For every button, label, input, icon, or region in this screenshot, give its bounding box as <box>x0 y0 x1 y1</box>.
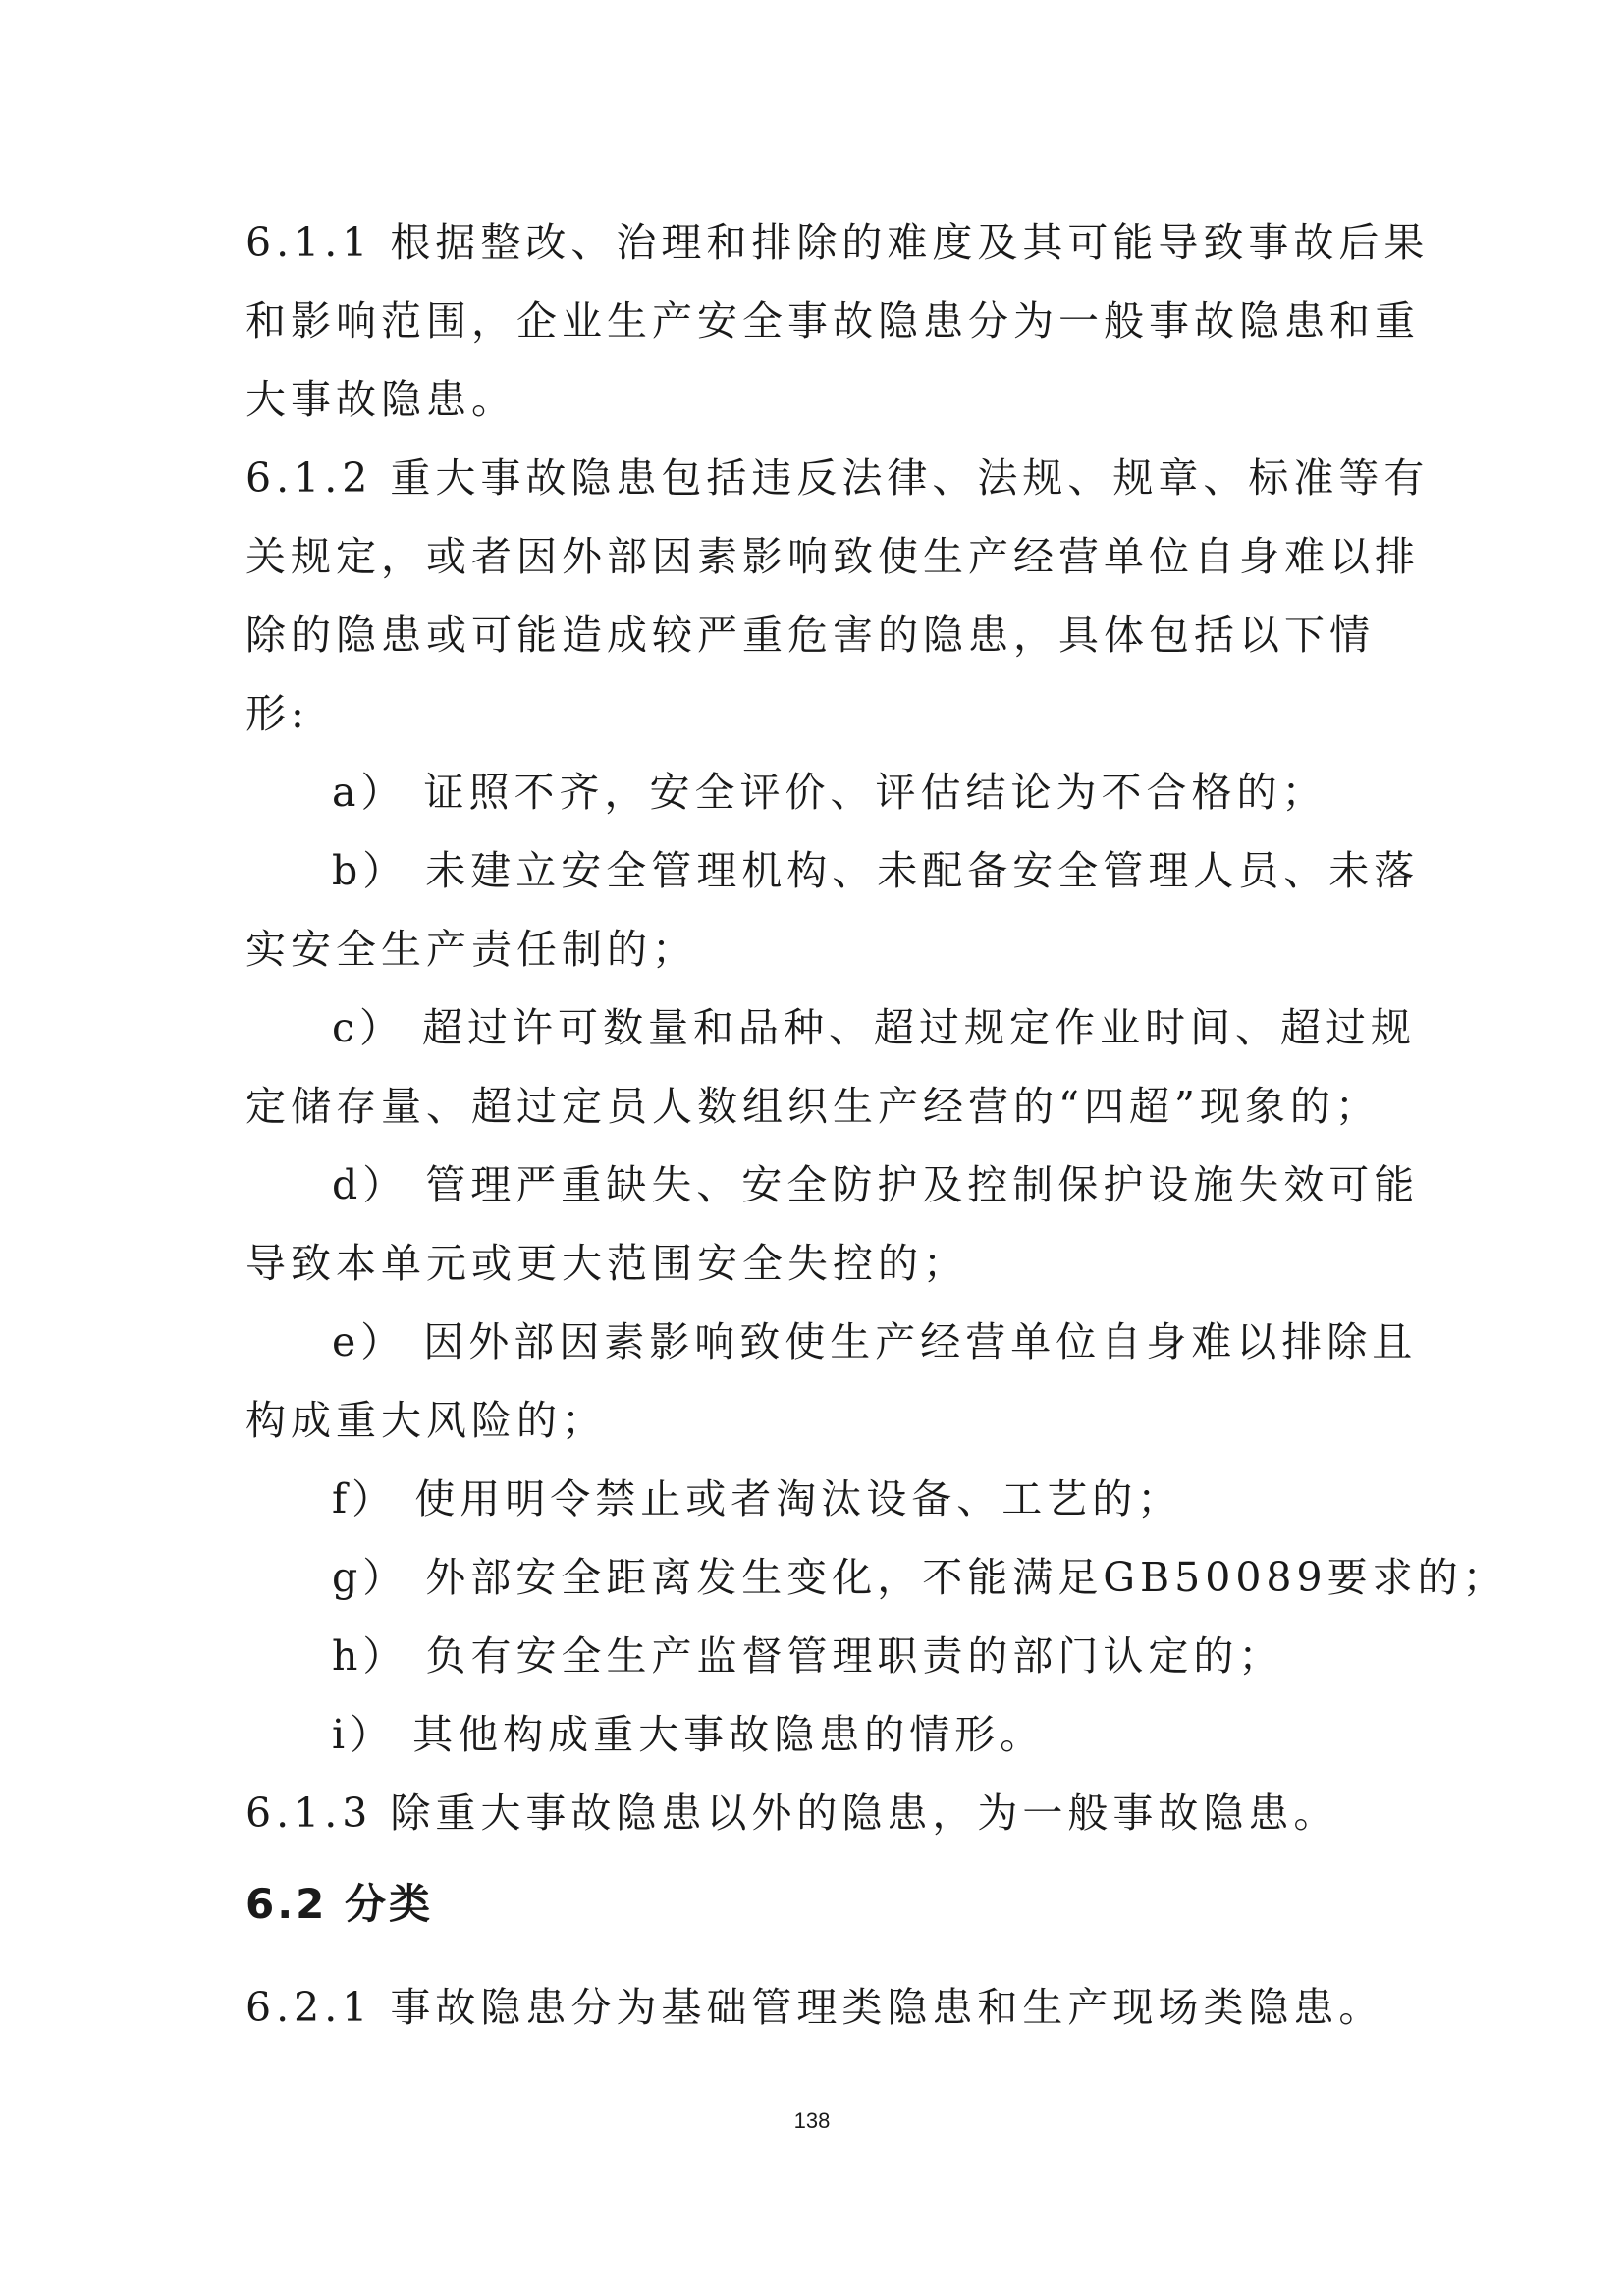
clause-6-1-1-line-2: 和影响范围，企业生产安全事故隐患分为一般事故隐患和重 <box>245 297 1420 345</box>
list-item-c-line-1: c） 超过许可数量和品种、超过规定作业时间、超过规 <box>332 1004 1416 1051</box>
list-item-a: a） 证照不齐，安全评价、评估结论为不合格的； <box>332 769 1327 816</box>
clause-6-1-1-line-3: 大事故隐患。 <box>245 376 516 423</box>
list-item-c-line-2: 定储存量、超过定员人数组织生产经营的“四超”现象的； <box>245 1083 1380 1130</box>
clause-6-1-2-line-4: 形: <box>245 690 309 737</box>
list-item-e-line-2: 构成重大风险的； <box>245 1397 607 1444</box>
list-item-d-line-1: d） 管理严重缺失、安全防护及控制保护设施失效可能 <box>332 1161 1420 1208</box>
clause-6-1-2-line-1: 6.1.2 重大事故隐患包括违反法律、法规、规章、标准等有 <box>245 454 1430 502</box>
clause-6-1-3: 6.1.3 除重大事故隐患以外的隐患，为一般事故隐患。 <box>245 1789 1339 1837</box>
list-item-e-line-1: e） 因外部因素影响致使生产经营单位自身难以排除且 <box>332 1318 1418 1365</box>
list-item-d-line-2: 导致本单元或更大范围安全失控的； <box>245 1240 968 1287</box>
page-number: 138 <box>793 2109 831 2133</box>
section-heading: 6.2 分类 <box>245 1880 434 1928</box>
list-item-g: g） 外部安全距离发生变化，不能满足GB50089要求的； <box>332 1554 1508 1601</box>
list-item-b-line-2: 实安全生产责任制的； <box>245 926 697 973</box>
list-item-f: f） 使用明令禁止或者淘汰设备、工艺的； <box>332 1475 1183 1522</box>
clause-6-1-1-line-1: 6.1.1 根据整改、治理和排除的难度及其可能导致事故后果 <box>245 219 1430 266</box>
clause-6-2-1: 6.2.1 事故隐患分为基础管理类隐患和生产现场类隐患。 <box>245 1984 1384 2031</box>
list-item-b-line-1: b） 未建立安全管理机构、未配备安全管理人员、未落 <box>332 847 1420 894</box>
clause-6-1-2-line-2: 关规定，或者因外部因素影响致使生产经营单位自身难以排 <box>245 533 1420 580</box>
clause-6-1-2-line-3: 除的隐患或可能造成较严重危害的隐患，具体包括以下情 <box>245 612 1375 659</box>
list-item-h: h） 负有安全生产监督管理职责的部门认定的； <box>332 1632 1284 1680</box>
list-item-i: i） 其他构成重大事故隐患的情形。 <box>332 1711 1046 1758</box>
